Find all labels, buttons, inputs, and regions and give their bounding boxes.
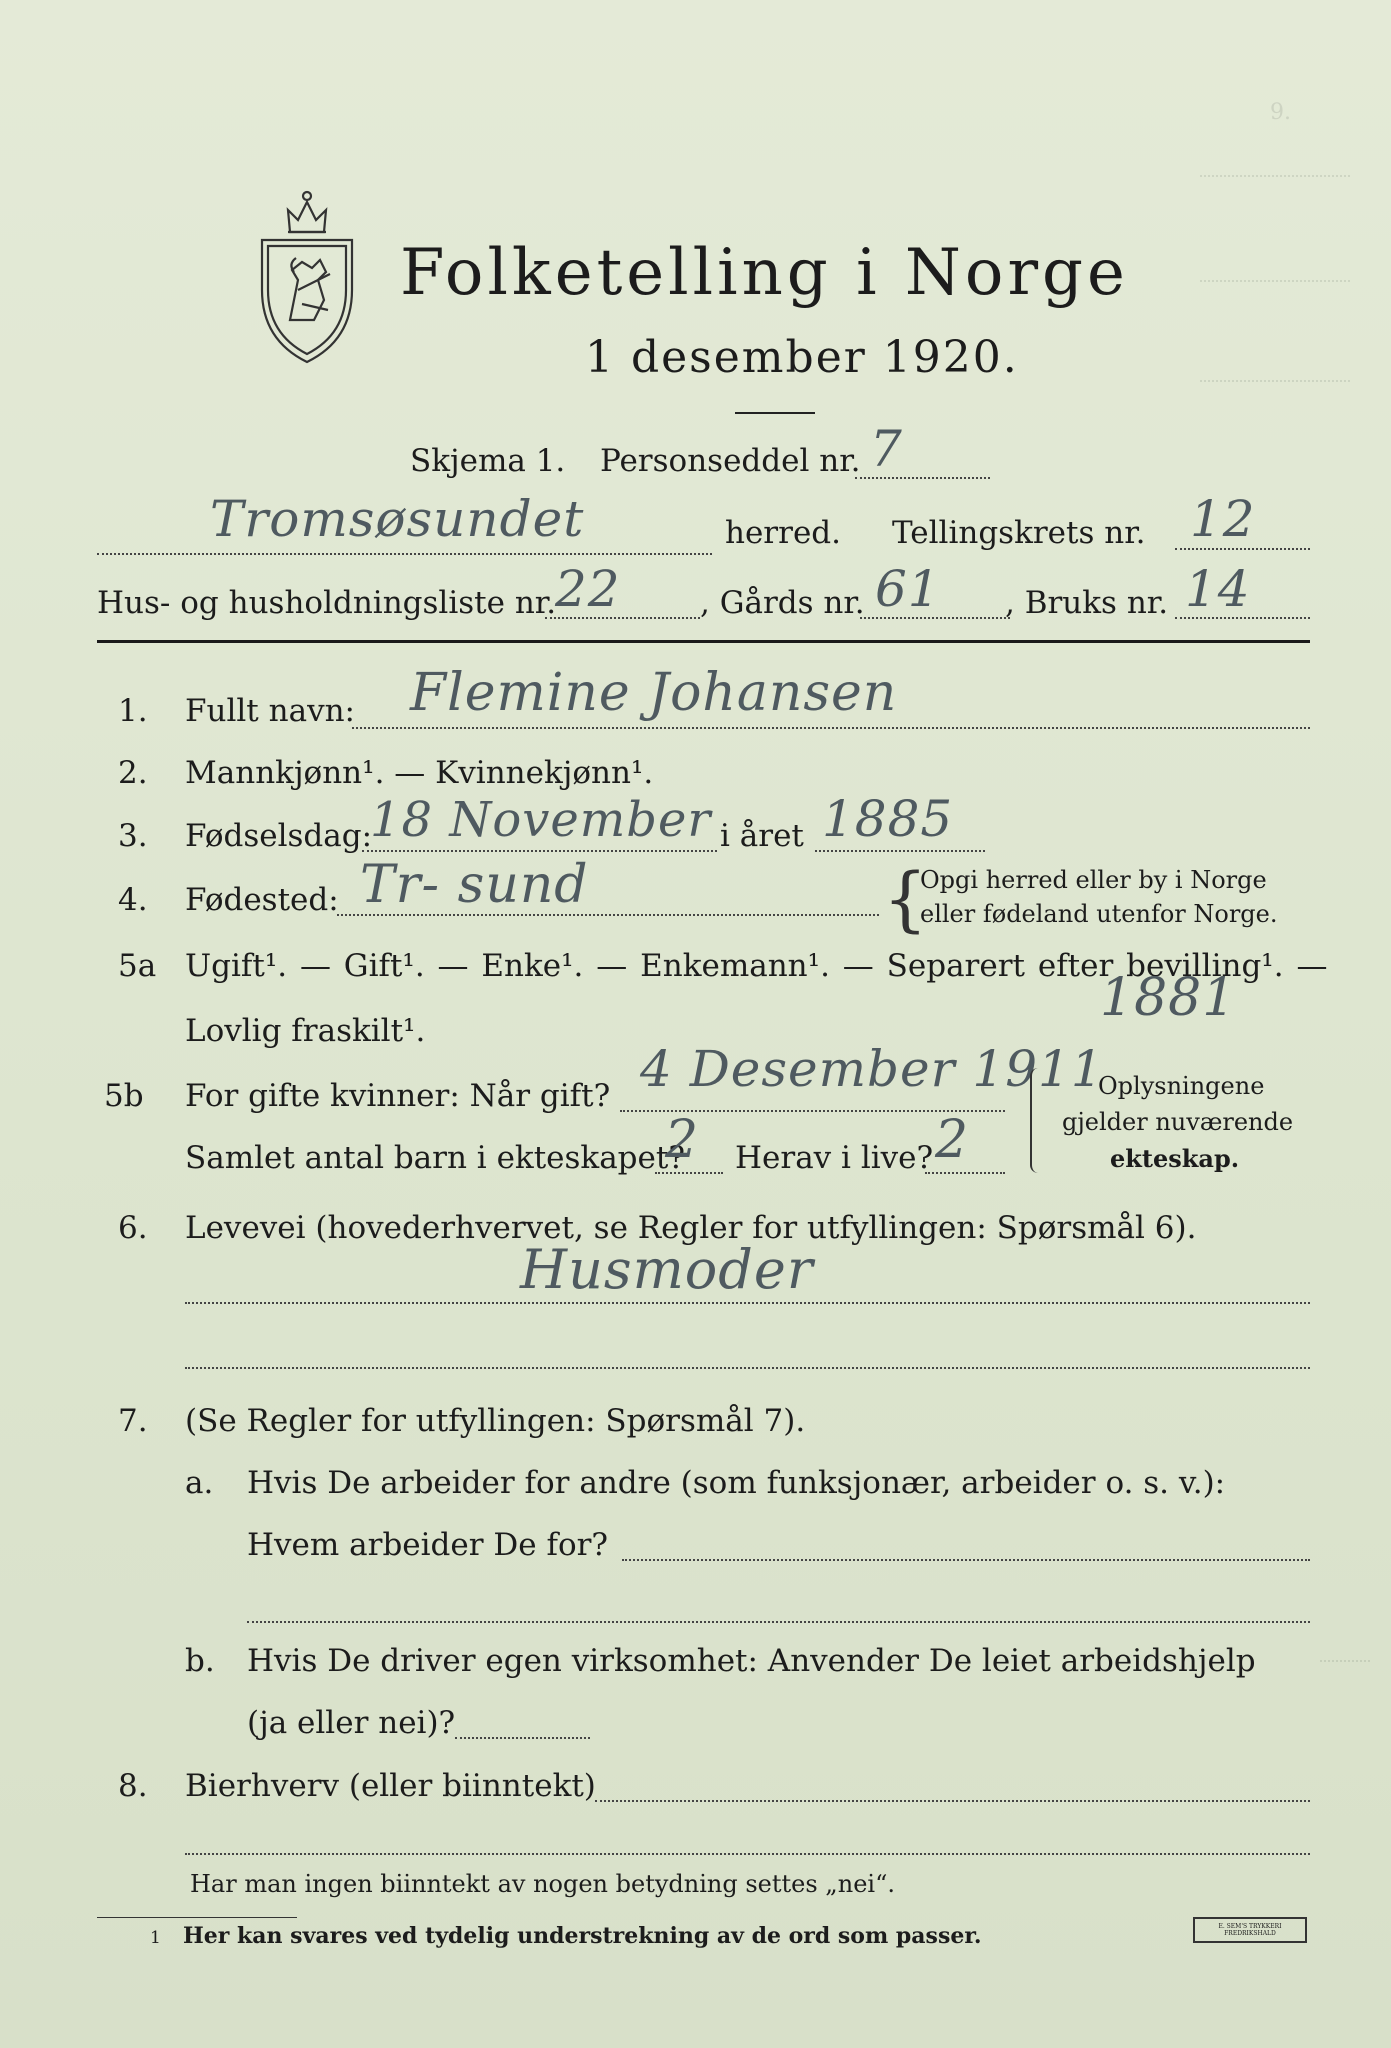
tellingskrets-line bbox=[1175, 548, 1310, 550]
alive-line bbox=[925, 1172, 1005, 1174]
occupation-value[interactable]: Husmoder bbox=[520, 1238, 814, 1301]
q6-line-1 bbox=[185, 1302, 1310, 1304]
gards-label: , Gårds nr. bbox=[700, 585, 865, 621]
birthdate-value[interactable]: 18 November bbox=[370, 792, 712, 848]
q8-number: 8. bbox=[118, 1768, 148, 1804]
footnote-rule bbox=[97, 1917, 297, 1918]
q7b-line2: (ja eller nei)? bbox=[247, 1705, 456, 1741]
q7-label: (Se Regler for utfyllingen: Spørsmål 7). bbox=[185, 1403, 806, 1439]
q4-number: 4. bbox=[118, 882, 148, 918]
footer-note: Har man ingen biinntekt av nogen betydning settes „nei“. bbox=[190, 1870, 895, 1898]
personseddel-label: Personseddel nr. bbox=[600, 443, 861, 479]
footnote-text: Her kan svares ved tydelig understrekning av de ord som passer. bbox=[183, 1923, 982, 1949]
header-divider bbox=[97, 640, 1310, 643]
husliste-label: Hus- og husholdningsliste nr. bbox=[97, 585, 557, 621]
marital-status-options: Ugift¹. — Gift¹. — Enke¹. — Enkemann¹. — Separert efter bevilling¹. — bbox=[185, 948, 1328, 984]
herred-value[interactable]: Tromsøsundet bbox=[210, 490, 585, 548]
census-date: 1 desember 1920. bbox=[585, 332, 1019, 383]
bleed-through-line bbox=[1200, 380, 1350, 382]
q5b-note-line1: Oplysningene bbox=[1098, 1072, 1265, 1100]
footnote-mark: 1 bbox=[150, 1928, 161, 1948]
gards-value[interactable]: 61 bbox=[875, 560, 941, 618]
q5b-label: For gifte kvinner: Når gift? bbox=[185, 1078, 611, 1114]
q3-number: 3. bbox=[118, 818, 148, 854]
marital-status-options-cont: Lovlig fraskilt¹. bbox=[185, 1013, 426, 1049]
q5b-note-line3: ekteskap. bbox=[1110, 1144, 1240, 1173]
title-rule bbox=[735, 412, 815, 414]
husliste-value[interactable]: 22 bbox=[555, 560, 621, 618]
q7a-answer-line[interactable] bbox=[622, 1559, 1310, 1561]
q7a-letter: a. bbox=[185, 1465, 214, 1501]
gender-options: Mannkjønn¹. — Kvinnekjønn¹. bbox=[185, 755, 654, 791]
q7b-answer-line[interactable] bbox=[455, 1737, 590, 1739]
page-title: Folketelling i Norge bbox=[400, 236, 1129, 310]
birth-year-value[interactable]: 1885 bbox=[822, 790, 954, 848]
q3-date-line bbox=[362, 850, 717, 852]
printer-stamp bbox=[1193, 1917, 1307, 1943]
personseddel-value[interactable]: 7 bbox=[870, 420, 903, 478]
q2-number: 2. bbox=[118, 755, 148, 791]
bleed-through-line bbox=[1200, 280, 1350, 282]
norwegian-coat-of-arms-icon bbox=[250, 180, 365, 370]
q7a-line2: Hvem arbeider De for? bbox=[247, 1527, 609, 1563]
year-label: i året bbox=[720, 818, 804, 854]
children-line bbox=[655, 1172, 723, 1174]
full-name-value[interactable]: Flemine Johansen bbox=[410, 663, 898, 723]
q3-year-line bbox=[815, 850, 985, 852]
q3-label: Fødselsdag: bbox=[185, 818, 373, 854]
q4-brace: { bbox=[883, 858, 928, 940]
alive-label: Herav i live? bbox=[735, 1140, 934, 1176]
q5a-number: 5a bbox=[118, 948, 157, 984]
schema-label: Skjema 1. bbox=[410, 443, 566, 479]
q1-label: Fullt navn: bbox=[185, 693, 355, 729]
herred-label: herred. bbox=[725, 515, 841, 551]
q1-line bbox=[352, 727, 1310, 729]
bruks-label: , Bruks nr. bbox=[1005, 585, 1169, 621]
q6-number: 6. bbox=[118, 1210, 148, 1246]
q8-label: Bierhverv (eller biinntekt) bbox=[185, 1768, 596, 1804]
q7b-letter: b. bbox=[185, 1643, 215, 1679]
q4-label: Fødested: bbox=[185, 882, 339, 918]
birthplace-value[interactable]: Tr- sund bbox=[360, 855, 589, 915]
bleed-through-mark: 9. bbox=[1270, 100, 1291, 125]
q6-line-2 bbox=[185, 1367, 1310, 1369]
q7a-answer-line-2[interactable] bbox=[247, 1621, 1310, 1623]
marriage-date-value[interactable]: 4 Desember 1911 bbox=[640, 1040, 1104, 1098]
children-label: Samlet antal barn i ekteskapet? bbox=[185, 1140, 685, 1176]
bleed-through-line bbox=[1320, 1660, 1370, 1662]
q4-note-line1: Opgi herred eller by i Norge bbox=[920, 866, 1267, 894]
q5b-number: 5b bbox=[104, 1078, 144, 1114]
tellingskrets-value[interactable]: 12 bbox=[1190, 490, 1256, 548]
printer-stamp-text: E. SEM'S TRYKKERI FREDRIKSHALD bbox=[1218, 1923, 1282, 1937]
q5b-note-line2: gjelder nuværende bbox=[1062, 1108, 1294, 1136]
alive-value[interactable]: 2 bbox=[935, 1110, 970, 1170]
herred-line bbox=[97, 553, 712, 555]
q1-number: 1. bbox=[118, 693, 148, 729]
q8-answer-line-2[interactable] bbox=[185, 1853, 1310, 1855]
q5b-bracket bbox=[1030, 1068, 1040, 1173]
q4-note-line2: eller fødeland utenfor Norge. bbox=[920, 900, 1278, 928]
bruks-value[interactable]: 14 bbox=[1185, 560, 1251, 618]
q7-number: 7. bbox=[118, 1403, 148, 1439]
q8-answer-line[interactable] bbox=[595, 1800, 1310, 1802]
q6-label: Levevei (hovederhvervet, se Regler for utfyllingen: Spørsmål 6). bbox=[185, 1210, 1197, 1246]
q7a-line1: Hvis De arbeider for andre (som funksjonær, arbeider o. s. v.): bbox=[247, 1465, 1226, 1501]
marital-annotation: 1881 bbox=[1100, 968, 1237, 1028]
children-value[interactable]: 2 bbox=[665, 1110, 700, 1170]
q7b-line1: Hvis De driver egen virksomhet: Anvender De leiet arbeidshjelp bbox=[247, 1643, 1256, 1679]
tellingskrets-label: Tellingskrets nr. bbox=[892, 515, 1146, 551]
bleed-through-line bbox=[1200, 175, 1350, 177]
